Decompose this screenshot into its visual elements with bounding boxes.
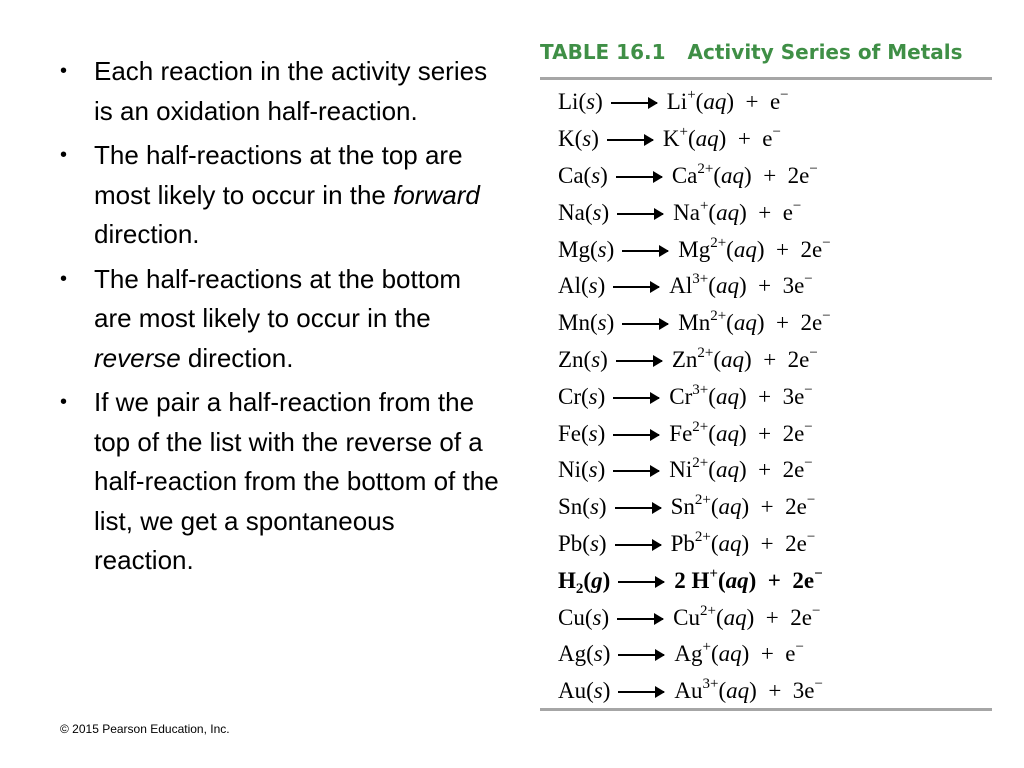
product-part: aq xyxy=(725,567,749,593)
product-part: Mn xyxy=(678,310,711,336)
products xyxy=(674,678,823,704)
product-part: aq xyxy=(733,236,757,262)
product-part: aq xyxy=(721,162,745,188)
product-part: − xyxy=(780,87,789,104)
reaction-row xyxy=(558,158,831,195)
product-part: ) + e xyxy=(718,126,773,152)
reactant-part: ) xyxy=(606,236,615,262)
product-part: aq xyxy=(718,641,742,667)
bullet-marker: • xyxy=(60,391,68,413)
reactant xyxy=(558,89,603,115)
reactant-part: ) xyxy=(591,126,599,152)
product-part: aq xyxy=(715,457,739,483)
product-part: − xyxy=(804,455,813,472)
product-part: − xyxy=(806,492,816,509)
table-bottom-rule xyxy=(540,708,992,711)
reactant-part: Fe( xyxy=(558,420,589,446)
product-part: Cu xyxy=(673,604,700,630)
reactant-part: s xyxy=(588,420,598,446)
reaction-row xyxy=(558,231,831,268)
reactant xyxy=(558,421,605,447)
product-part: ) + 2e xyxy=(746,604,812,630)
reaction-arrow-icon xyxy=(613,434,659,436)
product-part: ( xyxy=(708,420,716,446)
reaction-row xyxy=(558,305,831,342)
product-part: 3+ xyxy=(692,381,709,398)
reactant xyxy=(558,567,611,597)
product-part: aq xyxy=(716,199,740,225)
reactant-part: ) xyxy=(606,310,615,336)
product-part: ) + e xyxy=(726,89,781,115)
reaction-arrow-icon xyxy=(622,323,668,325)
reactant xyxy=(558,310,614,336)
product-part: 2+ xyxy=(694,492,711,509)
product-part: ) + 2e xyxy=(748,567,815,593)
reactant xyxy=(558,531,607,557)
product-part: + xyxy=(679,124,688,141)
products xyxy=(669,273,812,299)
reaction-row xyxy=(558,562,831,599)
bullet-item xyxy=(60,383,506,581)
reactant-part: 2 xyxy=(575,580,584,597)
product-part: aq xyxy=(723,604,747,630)
products xyxy=(673,602,821,631)
product-part: − xyxy=(792,197,802,214)
reaction-arrow-icon xyxy=(607,139,653,141)
reactant xyxy=(558,347,608,373)
product-part: aq xyxy=(721,346,745,372)
bullet-text: The half-reactions at the top are most likely to occur in the xyxy=(94,140,470,210)
reaction-row xyxy=(558,636,831,673)
bullet-text: If we pair a half-reaction from the top of the list with the reverse of a half-reaction from the bottom of the list, we get a spontaneous reaction. xyxy=(94,387,506,575)
product-part: ( xyxy=(710,530,719,556)
product-part: Ag xyxy=(674,641,703,667)
product-part: Zn xyxy=(671,346,698,372)
reaction-arrow-icon xyxy=(613,286,659,288)
product-part: ) + 2e xyxy=(744,162,810,188)
reactant-part: H xyxy=(558,567,576,593)
reaction-row xyxy=(558,415,831,452)
product-part: Fe xyxy=(669,420,693,446)
reactant-part: s xyxy=(586,89,596,115)
product-part: aq xyxy=(695,126,719,152)
reactant-part: Zn( xyxy=(558,346,592,372)
reactant xyxy=(558,678,610,704)
product-part: aq xyxy=(715,273,739,299)
product-part: ) + 2e xyxy=(756,236,823,262)
table-title xyxy=(540,36,992,68)
table-heading: Activity Series of Metals xyxy=(687,40,963,64)
product-part: ) + 2e xyxy=(741,530,807,556)
reaction-arrow-icon xyxy=(618,581,664,583)
product-part: − xyxy=(795,639,804,656)
product-part: ) + 3e xyxy=(749,678,815,704)
product-part: 2+ xyxy=(697,344,714,361)
product-part: ( xyxy=(726,310,734,336)
products xyxy=(671,344,818,373)
product-part: aq xyxy=(718,530,742,556)
product-part: Li xyxy=(666,89,688,115)
products xyxy=(678,234,831,263)
reactant-part: ) xyxy=(600,346,608,372)
reactant xyxy=(558,384,605,410)
bullet-text: The half-reactions at the bottom are most likely to occur in the xyxy=(94,263,469,333)
reaction-row xyxy=(558,342,831,379)
bullet-item xyxy=(60,260,500,379)
product-part: Mg xyxy=(678,236,711,262)
product-part: ) + 2e xyxy=(756,310,823,336)
product-part: − xyxy=(822,234,831,251)
reactant-part: ) xyxy=(597,273,606,299)
reaction-arrow-icon xyxy=(615,544,661,546)
reactant xyxy=(558,605,609,631)
reactant-part: Li( xyxy=(558,89,587,115)
product-part: − xyxy=(814,565,823,582)
product-part: aq xyxy=(733,310,757,336)
product-part: aq xyxy=(718,494,742,520)
bullet-marker: • xyxy=(60,144,68,166)
product-part: − xyxy=(772,124,781,141)
product-part: ( xyxy=(726,236,734,262)
reactant-part: Mn( xyxy=(558,310,598,336)
reactant-part: g xyxy=(591,567,603,593)
product-part: ( xyxy=(718,678,727,704)
products xyxy=(669,457,812,483)
products xyxy=(674,565,823,594)
reaction-row xyxy=(558,84,831,121)
product-part: 2+ xyxy=(694,528,711,545)
reactant xyxy=(558,163,608,189)
reaction-row xyxy=(558,194,831,231)
reactant xyxy=(558,494,607,520)
reactant-part: s xyxy=(582,126,592,152)
products xyxy=(673,197,802,226)
product-part: ) + 2e xyxy=(738,420,805,446)
products xyxy=(669,418,813,447)
product-part: ( xyxy=(708,199,717,225)
reactant-part: Cr( xyxy=(558,383,589,409)
product-part: ( xyxy=(715,604,724,630)
bullet-item xyxy=(60,52,500,131)
reactant-part: Al( xyxy=(558,273,589,299)
product-part: − xyxy=(809,344,818,361)
reaction-row xyxy=(558,378,831,415)
reactant-part: Ca( xyxy=(558,162,592,188)
product-part: ( xyxy=(717,567,726,593)
product-part: ) + 3e xyxy=(738,273,805,299)
reactant-part: ) xyxy=(595,89,603,115)
bullet-item xyxy=(60,136,500,255)
bullet-marker: • xyxy=(60,267,68,290)
table-top-rule xyxy=(540,77,992,80)
reactant-part: ) xyxy=(597,383,606,409)
product-part: Ni xyxy=(669,457,693,483)
reactant-part: Ag( xyxy=(558,641,594,667)
product-part: ( xyxy=(688,126,696,152)
product-part: ( xyxy=(695,89,704,115)
reactant-part: Ni( xyxy=(558,457,589,483)
products xyxy=(667,89,789,115)
product-part: 2+ xyxy=(692,418,709,435)
product-part: − xyxy=(809,160,818,177)
products xyxy=(663,126,781,152)
reactant-part: ) xyxy=(598,530,607,556)
product-part: − xyxy=(804,271,813,288)
bullet-text: direction. xyxy=(180,342,294,373)
product-part: 2 H xyxy=(674,567,710,593)
product-part: aq xyxy=(715,383,739,409)
reactant-part: ) xyxy=(597,457,606,483)
product-part: ) + 2e xyxy=(744,346,810,372)
product-part: Cr xyxy=(669,383,693,409)
reactant-part: ) xyxy=(602,567,611,593)
reaction-arrow-icon xyxy=(616,176,662,178)
reaction-arrow-icon xyxy=(618,654,664,656)
reaction-row xyxy=(558,452,831,489)
reaction-arrow-icon xyxy=(613,470,659,472)
reactant-part: Pb( xyxy=(558,530,590,556)
product-part: − xyxy=(811,602,821,619)
reactant-part: ) xyxy=(598,494,607,520)
product-part: ( xyxy=(711,641,719,667)
product-part: − xyxy=(804,418,813,435)
reaction-row xyxy=(558,599,831,636)
product-part: + xyxy=(702,639,711,656)
bullet-list xyxy=(60,52,506,586)
reactant xyxy=(558,641,610,667)
product-part: Al xyxy=(669,273,693,299)
reactant-part: Na( xyxy=(558,199,593,225)
reactant-part: s xyxy=(591,162,601,188)
product-part: ( xyxy=(708,383,716,409)
product-part: K xyxy=(662,126,680,152)
reactant-part: Mg( xyxy=(558,236,598,262)
product-part: ) + 2e xyxy=(741,494,807,520)
reactant xyxy=(558,126,599,152)
product-part: − xyxy=(806,528,816,545)
product-part: ( xyxy=(713,162,722,188)
product-part: + xyxy=(699,197,709,214)
product-part: − xyxy=(804,381,813,398)
reactant-part: Cu( xyxy=(558,604,593,630)
product-part: 2+ xyxy=(692,455,709,472)
reactant-part: s xyxy=(588,273,598,299)
reaction-arrow-icon xyxy=(617,618,663,620)
product-part: ( xyxy=(708,457,716,483)
activity-series-table xyxy=(558,84,831,710)
product-part: Sn xyxy=(670,494,695,520)
reactant-part: Au( xyxy=(558,678,594,704)
product-part: 2+ xyxy=(710,234,727,251)
reactant-part: ) xyxy=(602,678,611,704)
reactant-part: s xyxy=(593,678,603,704)
reactant-part: ) xyxy=(601,199,610,225)
product-part: Na xyxy=(673,199,700,225)
product-part: Ca xyxy=(671,162,698,188)
reactant-part: ( xyxy=(583,567,592,593)
product-part: ( xyxy=(708,273,716,299)
reaction-row xyxy=(558,526,831,563)
reactant-part: s xyxy=(589,530,599,556)
products xyxy=(669,381,813,410)
reaction-arrow-icon xyxy=(618,691,664,693)
product-part: aq xyxy=(703,89,727,115)
reactant-part: s xyxy=(588,457,598,483)
products xyxy=(671,160,818,189)
product-part: 3+ xyxy=(702,676,719,693)
reactant xyxy=(558,237,614,263)
product-part: ) + 3e xyxy=(738,383,805,409)
products xyxy=(678,310,830,336)
products xyxy=(674,641,804,667)
reaction-arrow-icon xyxy=(613,397,659,399)
product-part: 3+ xyxy=(692,271,709,288)
reaction-arrow-icon xyxy=(622,250,668,252)
product-part: aq xyxy=(726,678,750,704)
reaction-arrow-icon xyxy=(615,507,661,509)
product-part: Au xyxy=(674,678,703,704)
product-part: Pb xyxy=(670,530,695,556)
reactant-part: s xyxy=(597,236,607,262)
table-number: TABLE 16.1 xyxy=(540,40,666,64)
reactant-part: s xyxy=(592,199,602,225)
product-part: aq xyxy=(715,420,739,446)
reactant-part: s xyxy=(592,604,602,630)
reactant xyxy=(558,200,609,226)
reaction-row xyxy=(558,673,831,710)
reactant-part: s xyxy=(597,310,607,336)
product-part: + xyxy=(709,565,718,582)
bullet-emphasis: reverse xyxy=(94,342,181,373)
reaction-row xyxy=(558,268,831,305)
copyright-notice: © 2015 Pearson Education, Inc. xyxy=(60,722,230,736)
reaction-arrow-icon xyxy=(616,360,662,362)
reaction-arrow-icon xyxy=(611,102,657,104)
reactant-part: ) xyxy=(601,604,610,630)
reactant xyxy=(558,273,605,299)
reactant-part: ) xyxy=(602,641,611,667)
reactant-part: ) xyxy=(600,162,608,188)
product-part: 2+ xyxy=(699,602,716,619)
product-part: − xyxy=(814,676,823,693)
product-part: − xyxy=(822,308,831,325)
product-part: ( xyxy=(710,494,719,520)
products xyxy=(671,494,816,520)
reactant xyxy=(558,457,605,483)
reactant-part: s xyxy=(591,346,601,372)
bullet-text: direction. xyxy=(94,179,488,249)
product-part: ( xyxy=(713,346,722,372)
product-part: ) + e xyxy=(739,199,793,225)
reaction-row xyxy=(558,121,831,158)
bullet-marker: • xyxy=(60,60,68,82)
reactant-part: Sn( xyxy=(558,494,590,520)
products xyxy=(670,528,816,557)
reactant-part: s xyxy=(593,641,603,667)
bullet-text: Each reaction in the activity series is an oxidation half-reaction. xyxy=(94,56,495,126)
reactant-part: s xyxy=(589,494,599,520)
product-part: + xyxy=(687,87,696,104)
bullet-emphasis: forward xyxy=(393,179,480,210)
reaction-arrow-icon xyxy=(617,213,663,215)
reaction-row xyxy=(558,489,831,526)
reactant-part: ) xyxy=(597,420,606,446)
reactant-part: K( xyxy=(558,126,583,152)
product-part: 2+ xyxy=(697,160,714,177)
product-part: ) + 2e xyxy=(738,457,805,483)
reactant-part: s xyxy=(588,383,598,409)
product-part: ) + e xyxy=(741,641,796,667)
product-part: 2+ xyxy=(710,308,727,325)
